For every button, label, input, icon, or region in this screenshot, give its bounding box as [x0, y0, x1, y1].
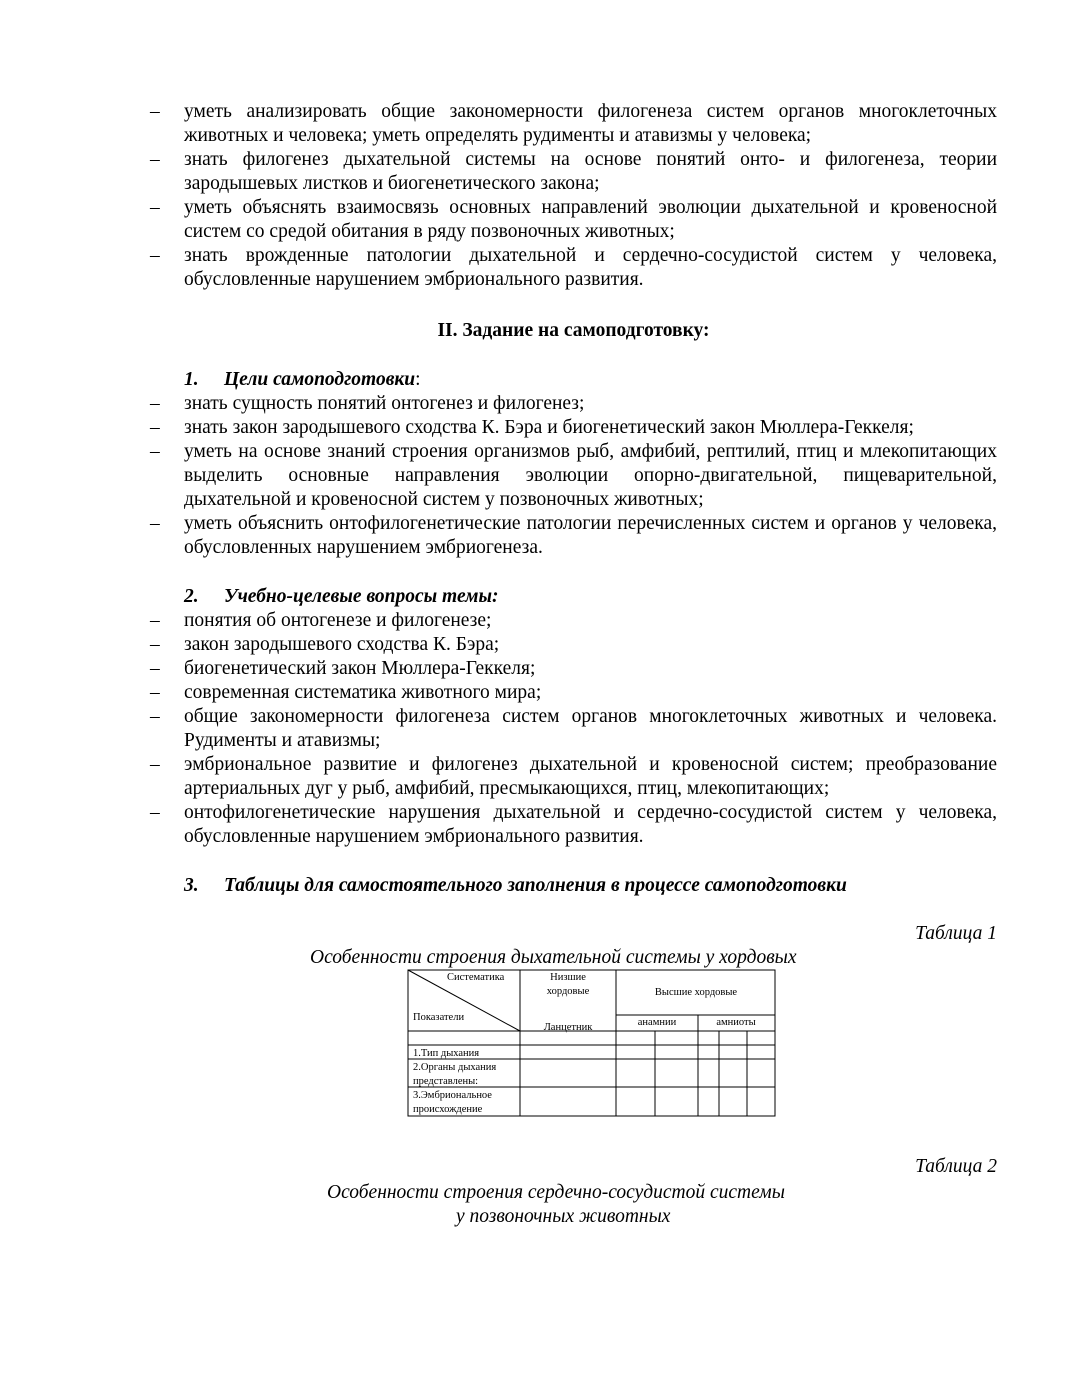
goals-list	[150, 392, 997, 560]
table2-caption-line1: Особенности строения сердечно-сосудистой системы	[327, 1182, 785, 1203]
table1-corner-bottom: Показатели	[413, 1012, 465, 1023]
list-item: – общие закономерности филогенеза систем органов многоклеточных животных и человека. Рудименты и атавизмы;	[150, 706, 997, 751]
subsection-goals-title: 1. Цели самоподготовки:	[184, 369, 421, 390]
table1-anamnia: анамнии	[637, 1017, 677, 1028]
list-item: – знать закон зародышевого сходства К. Бэра и биогенетический закон Мюллера-Геккеля;	[150, 417, 914, 438]
table1-amniota: амниоты	[716, 1017, 756, 1028]
table1-caption: Особенности строения дыхательной системы у хордовых	[310, 947, 797, 968]
list-item: – уметь объяснить онтофилогенетические патологии перечисленных систем и органов у человека, обусловленных нарушением эмбриогенеза.	[150, 513, 997, 558]
table1-lower-chordates-2: хордовые	[546, 986, 590, 997]
list-item: – понятия об онтогенезе и филогенезе;	[150, 610, 492, 631]
questions-list	[150, 609, 997, 849]
table1-row-2a: 2.Органы дыхания	[413, 1062, 497, 1073]
table1-label: Таблица 1	[915, 923, 997, 944]
list-item: – эмбриональное развитие и филогенез дыхательной и кровеносной систем; преобразование артериальных дуг у рыб, амфибий, пресмыкающихся, птиц, млекопитающих;	[150, 754, 997, 799]
subsection-questions-title: 2. Учебно-целевые вопросы темы:	[184, 586, 499, 607]
table1-row-3b: происхождение	[413, 1104, 483, 1115]
list-item: – современная систематика животного мира;	[150, 682, 542, 703]
table1-lower-chordates-1: Низшие	[550, 972, 586, 983]
list-item: – знать врожденные патологии дыхательной и сердечно-сосудистой систем у человека, обусловленные нарушением эмбрионального развития.	[150, 245, 997, 290]
subsection-tables-title: 3. Таблицы для самостоятельного заполнения в процессе самоподготовки	[184, 875, 847, 896]
competency-list	[150, 100, 997, 292]
table1-higher-chordates: Высшие хордовые	[654, 987, 738, 998]
table1-corner-top: Систематика	[447, 972, 505, 983]
list-item: – онтофилогенетические нарушения дыхательной и сердечно-сосудистой систем у человека, обусловленные нарушением эмбрионального развития.	[150, 802, 997, 847]
list-item: – биогенетический закон Мюллера-Геккеля;	[150, 658, 536, 679]
list-item: – уметь анализировать общие закономерности филогенеза систем органов многоклеточных животных и человека; уметь определять рудименты и атавизмы у человека;	[150, 101, 997, 146]
list-item: – уметь объяснять взаимосвязь основных направлений эволюции дыхательной и кровеносной систем со средой обитания в ряду позвоночных животных;	[150, 197, 997, 242]
table1-grid	[405, 968, 777, 1118]
table2-label: Таблица 2	[915, 1156, 997, 1177]
table1-lancelet: Ланцетник	[543, 1022, 593, 1033]
table1-row-2b: представлены:	[413, 1076, 479, 1087]
list-item: – закон зародышевого сходства К. Бэра;	[150, 634, 500, 655]
section-heading: II. Задание на самоподготовку:	[437, 320, 710, 341]
table1-row-1: 1.Тип дыхания	[413, 1048, 480, 1059]
list-item: – знать филогенез дыхательной системы на основе понятий онто- и филогенеза, теории зародышевых листков и биогенетического закона;	[150, 149, 997, 194]
table1-row-3a: 3.Эмбриональное	[413, 1090, 492, 1101]
list-item: – уметь на основе знаний строения организмов рыб, амфибий, рептилий, птиц и млекопитающих выделить основные направления эволюции опорно-двигательной, пищеварительной, дыхательной и кровеносной систем у позвоночных животных;	[150, 441, 997, 510]
list-item: – знать сущность понятий онтогенез и филогенез;	[150, 393, 585, 414]
table2-caption-line2: у позвоночных животных	[456, 1206, 671, 1227]
